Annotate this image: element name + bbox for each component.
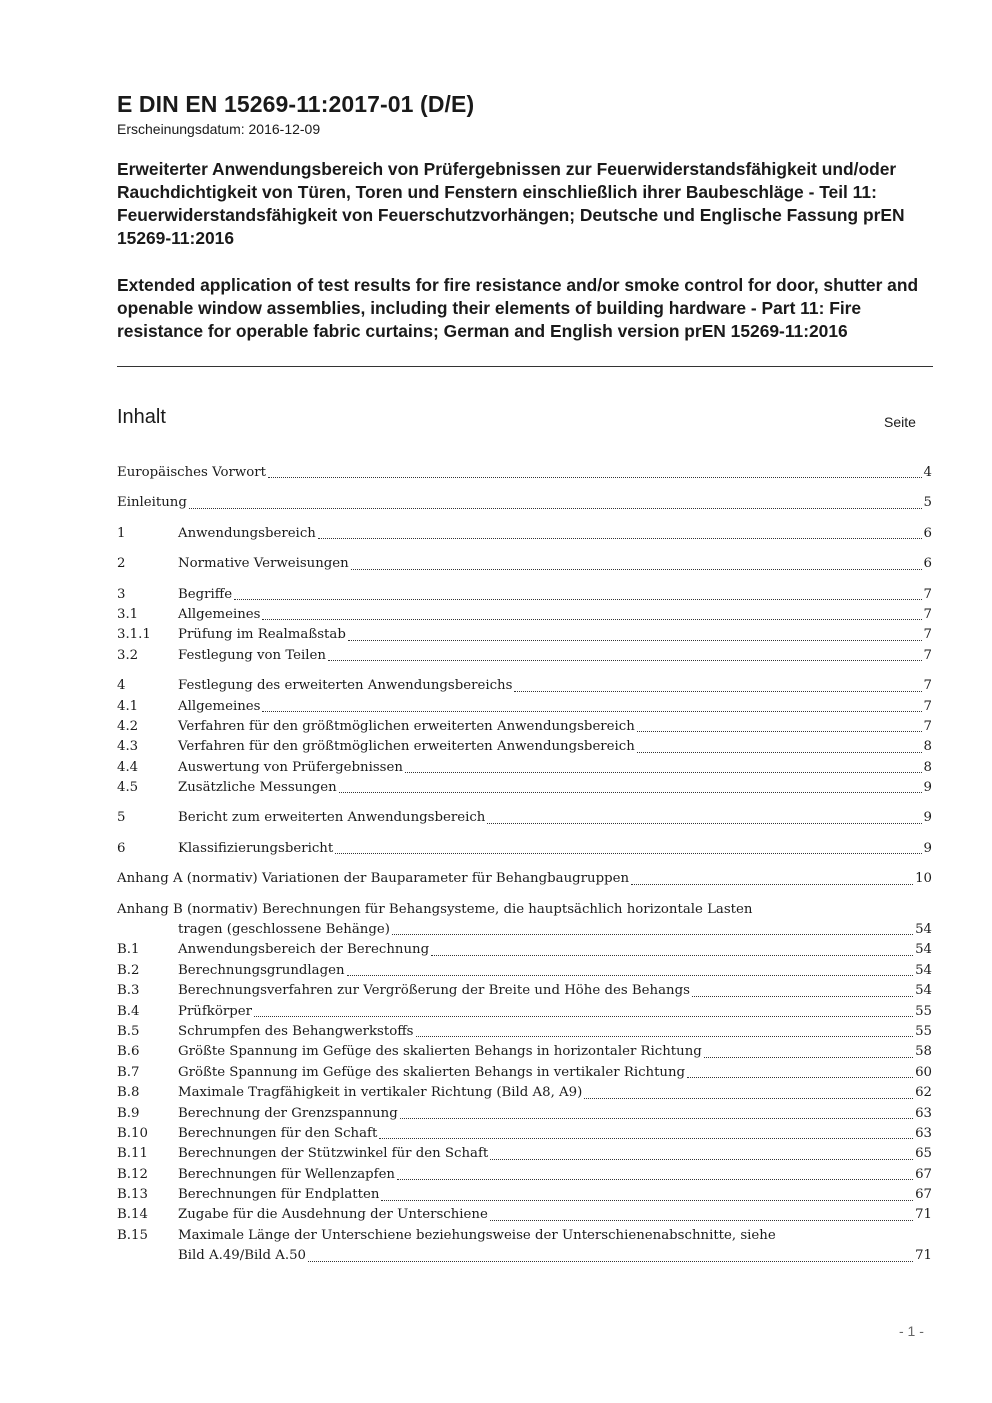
toc-entry[interactable]	[117, 808, 932, 828]
toc-entry[interactable]	[117, 1165, 932, 1185]
toc-entry[interactable]	[117, 1002, 932, 1022]
toc-entry-number: B.5	[117, 1023, 140, 1039]
toc-page-label: Seite	[884, 414, 916, 430]
toc-entry[interactable]	[117, 839, 932, 859]
toc-entry-title: Berechnungen für Endplatten	[178, 1187, 380, 1203]
toc-leader-dots	[687, 1077, 913, 1078]
toc-entry-page: 55	[915, 1023, 932, 1039]
toc-entry-title: Bericht zum erweiterten Anwendungsbereich	[178, 810, 486, 826]
toc-leader-dots	[328, 660, 922, 661]
toc-leader-dots	[584, 1098, 913, 1099]
toc-entry-page: 62	[915, 1085, 932, 1101]
toc-entry[interactable]	[117, 869, 932, 889]
toc-entry[interactable]	[117, 493, 932, 513]
toc-entry-number: B.1	[117, 942, 140, 958]
toc-entry-number: B.7	[117, 1064, 140, 1080]
toc-entry[interactable]	[117, 1185, 932, 1205]
title-english: Extended application of test results for fire resistance and/or smoke control for door, shutter and openable window assemblies, including their elements of building hardware - Part 11: Fire resistance for operable fabric curtains; German and English version prEN 15269-11:2016	[117, 275, 919, 341]
toc-entry-title: Zugabe für die Ausdehnung der Unterschiene	[178, 1207, 488, 1223]
toc-entry-page: 58	[915, 1044, 932, 1060]
toc-entry-title: Klassifizierungsbericht	[178, 840, 334, 856]
toc-leader-dots	[381, 1200, 913, 1201]
toc-entry[interactable]	[117, 1144, 932, 1164]
toc-entry-number: 4.4	[117, 759, 139, 775]
toc-entry-number: B.3	[117, 983, 140, 999]
toc-entry-title: Zusätzliche Messungen	[178, 780, 337, 796]
toc-entry-page: 7	[923, 627, 932, 643]
toc-leader-dots	[400, 1118, 913, 1119]
toc-entry-title: Verfahren für den größtmöglichen erweiterten Anwendungsbereich	[178, 718, 635, 734]
toc-entry-page: 67	[915, 1187, 932, 1203]
toc-entry[interactable]	[117, 920, 932, 940]
toc-leader-dots	[308, 1261, 913, 1262]
toc-entry-number: 4	[117, 678, 126, 694]
toc-leader-dots	[351, 569, 922, 570]
toc-entry-title: Schrumpfen des Behangwerkstoffs	[178, 1023, 414, 1039]
toc-entry[interactable]	[117, 605, 932, 625]
toc-leader-dots	[262, 619, 921, 620]
toc-entry[interactable]	[117, 1246, 932, 1266]
toc-entry-title: Normative Verweisungen	[178, 556, 349, 572]
toc-entry-number: 3.1	[117, 606, 139, 622]
toc-entry[interactable]	[117, 758, 932, 778]
toc-leader-dots	[254, 1016, 913, 1017]
toc-entry-title: Allgemeines	[178, 606, 261, 622]
document-title: E DIN EN 15269-11:2017-01 (D/E)	[117, 91, 475, 117]
toc-entry-page: 60	[915, 1064, 932, 1080]
toc-leader-dots	[637, 731, 922, 732]
toc-entry-page: 9	[923, 780, 932, 796]
toc-entry-number: B.15	[117, 1227, 148, 1243]
toc-entry[interactable]	[117, 646, 932, 666]
publication-date: Erscheinungsdatum: 2016-12-09	[117, 121, 321, 137]
toc-leader-dots	[631, 884, 913, 885]
toc-entry-number: B.6	[117, 1044, 140, 1060]
toc-entry-page: 7	[923, 678, 932, 694]
toc-entry[interactable]	[117, 737, 932, 757]
toc-entry-title: Verfahren für den größtmöglichen erweiterten Anwendungsbereich	[178, 739, 635, 755]
toc-leader-dots	[335, 853, 921, 854]
toc-leader-dots	[490, 1220, 913, 1221]
toc-leader-dots	[347, 975, 914, 976]
toc-entry-number: B.8	[117, 1085, 140, 1101]
toc-entry-title: Berechnungen für Wellenzapfen	[178, 1166, 395, 1182]
toc-entry-title: Begriffe	[178, 586, 233, 602]
toc-entry-page: 10	[915, 871, 932, 887]
toc-entry-title: Festlegung von Teilen	[178, 647, 326, 663]
toc-entry-number: B.12	[117, 1166, 148, 1182]
toc-leader-dots	[348, 640, 922, 641]
toc-entry-title: Auswertung von Prüfergebnissen	[178, 759, 403, 775]
toc-entry-page: 54	[915, 922, 932, 938]
toc-entry-number: 4.2	[117, 718, 139, 734]
toc-entry[interactable]	[117, 697, 932, 717]
toc-entry-title-line: Maximale Länge der Unterschiene beziehungsweise der Unterschienenabschnitte, siehe	[178, 1227, 776, 1243]
toc-entry-title: Allgemeines	[178, 698, 261, 714]
toc-entry[interactable]	[117, 1022, 932, 1042]
toc-entry-title: Anwendungsbereich	[178, 525, 316, 541]
toc-entry[interactable]	[117, 1124, 932, 1144]
toc-entry-number: B.4	[117, 1003, 140, 1019]
toc-entry-number: 3.1.1	[117, 627, 151, 643]
toc-entry[interactable]	[117, 554, 932, 574]
toc-entry-title: Festlegung des erweiterten Anwendungsbereichs	[178, 678, 513, 694]
toc-entry-page: 5	[923, 495, 932, 511]
toc-entry-title: Maximale Tragfähigkeit in vertikaler Richtung (Bild A8, A9)	[178, 1085, 583, 1101]
toc-entry[interactable]	[117, 1206, 932, 1226]
toc-entry[interactable]	[117, 1063, 932, 1083]
toc-entry[interactable]	[117, 585, 932, 605]
toc-entry-number: 6	[117, 840, 126, 856]
toc-entry-page: 7	[923, 647, 932, 663]
toc-entry-title: Berechnungsgrundlagen	[178, 962, 345, 978]
toc-leader-dots	[318, 538, 922, 539]
toc-leader-dots	[339, 792, 922, 793]
toc-leader-dots	[189, 508, 922, 509]
toc-entry-title: Berechnungen der Stützwinkel für den Schaft	[178, 1146, 489, 1162]
toc-leader-dots	[416, 1036, 914, 1037]
toc-entry[interactable]	[117, 981, 932, 1001]
toc-entry-title: Größte Spannung im Gefüge des skalierten Behangs in vertikaler Richtung	[178, 1064, 686, 1080]
toc-entry-title: Größte Spannung im Gefüge des skalierten Behangs in horizontaler Richtung	[178, 1044, 702, 1060]
toc-leader-dots	[262, 711, 921, 712]
toc-entry[interactable]	[117, 717, 932, 737]
toc-entry[interactable]	[117, 676, 932, 696]
toc-entry-title: Prüfkörper	[178, 1003, 252, 1019]
toc-entry-title: Europäisches Vorwort	[117, 464, 266, 480]
toc-entry-number: 5	[117, 810, 126, 826]
toc-entry-number: 4.1	[117, 698, 139, 714]
toc-entry-page: 6	[923, 525, 932, 541]
toc-entry-page: 65	[915, 1146, 932, 1162]
toc-entry-number: 2	[117, 556, 126, 572]
toc-entry-number: B.13	[117, 1187, 148, 1203]
toc-entry-title: Anwendungsbereich der Berechnung	[178, 942, 430, 958]
toc-entry-page: 4	[923, 464, 932, 480]
toc-leader-dots	[268, 477, 922, 478]
toc-leader-dots	[392, 934, 913, 935]
toc-entry-number: 3	[117, 586, 126, 602]
toc-entry-title-line: Anhang B (normativ) Berechnungen für Behangsysteme, die hauptsächlich horizontale Lasten	[117, 901, 753, 917]
toc-leader-dots	[490, 1159, 913, 1160]
toc-entry-page: 7	[923, 718, 932, 734]
toc-entry[interactable]	[117, 1042, 932, 1062]
toc-entry-title: Berechnung der Grenzspannung	[178, 1105, 398, 1121]
toc-entry[interactable]	[117, 1104, 932, 1124]
toc-entry[interactable]	[117, 961, 932, 981]
toc-entry-page: 71	[915, 1207, 932, 1223]
toc-leader-dots	[487, 823, 921, 824]
toc-entry-title: Berechnungen für den Schaft	[178, 1125, 378, 1141]
toc-entry-number: B.14	[117, 1207, 148, 1223]
toc-entry[interactable]	[117, 1083, 932, 1103]
title-german: Erweiterter Anwendungsbereich von Prüfergebnissen zur Feuerwiderstandsfähigkeit und/oder Rauchdichtigkeit von Türen, Toren und Fenstern einschließlich ihrer Baubeschläge - Teil 11: Feuerwiderstandsfähigkeit von Feuerschutzvorhängen; Deutsche und Englische Fassung prEN 15269-11:2016	[117, 159, 905, 248]
toc-entry-number: B.11	[117, 1146, 148, 1162]
toc-leader-dots	[692, 996, 913, 997]
toc-entry-title-line: tragen (geschlossene Behänge)	[178, 922, 390, 938]
toc-entry-page: 63	[915, 1125, 932, 1141]
toc-entry-number: 4.3	[117, 739, 139, 755]
toc-entry-page: 55	[915, 1003, 932, 1019]
toc-entry-page: 67	[915, 1166, 932, 1182]
toc-entry-title: Berechnungsverfahren zur Vergrößerung der Breite und Höhe des Behangs	[178, 983, 690, 999]
toc-leader-dots	[397, 1179, 913, 1180]
header-divider	[117, 366, 933, 367]
toc-entry[interactable]	[117, 524, 932, 544]
toc-entry-page: 7	[923, 606, 932, 622]
toc-entry[interactable]	[117, 625, 932, 645]
toc-entry-page: 54	[915, 962, 932, 978]
table-of-contents	[117, 463, 932, 1267]
toc-leader-dots	[379, 1138, 913, 1139]
toc-entry-page: 63	[915, 1105, 932, 1121]
toc-entry[interactable]	[117, 463, 932, 483]
toc-entry-number: 4.5	[117, 780, 139, 796]
toc-entry-page: 54	[915, 942, 932, 958]
toc-entry-title: Einleitung	[117, 495, 187, 511]
toc-entry[interactable]	[117, 1226, 932, 1246]
toc-leader-dots	[234, 599, 921, 600]
toc-leader-dots	[405, 772, 922, 773]
toc-entry-page: 8	[923, 759, 932, 775]
toc-entry-number: B.10	[117, 1125, 148, 1141]
toc-entry-title-line: Bild A.49/Bild A.50	[178, 1248, 307, 1264]
toc-entry-page: 9	[923, 810, 932, 826]
toc-entry-page: 7	[923, 586, 932, 602]
toc-leader-dots	[704, 1057, 913, 1058]
toc-entry[interactable]	[117, 900, 932, 920]
page-number: - 1 -	[899, 1323, 924, 1339]
toc-entry-page: 7	[923, 698, 932, 714]
toc-entry-number: B.9	[117, 1105, 140, 1121]
toc-leader-dots	[514, 691, 921, 692]
toc-entry-page: 9	[923, 840, 932, 856]
toc-entry-page: 54	[915, 983, 932, 999]
toc-entry-page: 71	[915, 1248, 932, 1264]
toc-entry-page: 6	[923, 556, 932, 572]
toc-leader-dots	[431, 955, 913, 956]
toc-entry-number: B.2	[117, 962, 140, 978]
toc-entry-number: 3.2	[117, 647, 139, 663]
toc-leader-dots	[637, 752, 922, 753]
toc-entry-title: Anhang A (normativ) Variationen der Bauparameter für Behangbaugruppen	[117, 871, 630, 887]
toc-entry-number: 1	[117, 525, 126, 541]
toc-entry[interactable]	[117, 940, 932, 960]
toc-heading: Inhalt	[117, 406, 166, 428]
toc-entry-title: Prüfung im Realmaßstab	[178, 627, 346, 643]
toc-entry-page: 8	[923, 739, 932, 755]
toc-entry[interactable]	[117, 778, 932, 798]
